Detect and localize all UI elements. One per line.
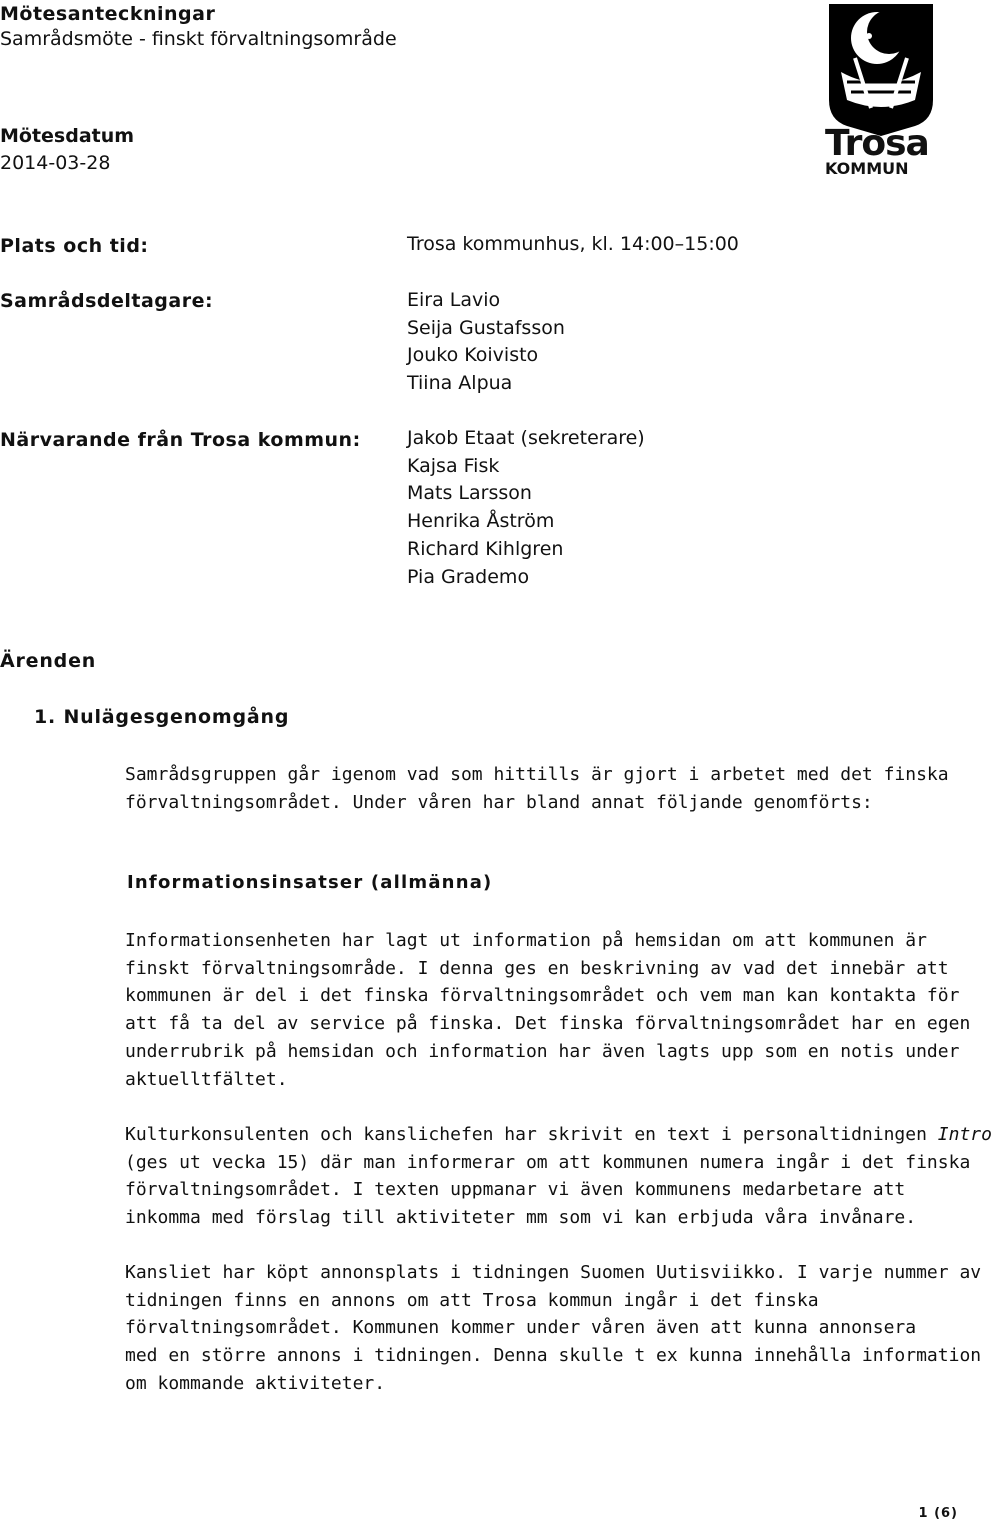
- meeting-date-label: Mötesdatum: [0, 125, 135, 147]
- logo-text-trosa: Trosa: [825, 123, 929, 164]
- list-item: Mats Larsson: [407, 482, 532, 505]
- text-line: [125, 1121, 992, 1149]
- list-item: Jouko Koivisto: [407, 344, 539, 367]
- item-title: 1. Nulägesgenomgång: [34, 706, 290, 728]
- meeting-date: 2014-03-28: [0, 152, 111, 174]
- text-line: med en större annons i tidningen. Denna skulle t ex kunna innehålla information: [125, 1345, 982, 1367]
- list-item: Henrika Åström: [407, 510, 555, 533]
- paragraph-3: [125, 1259, 982, 1398]
- logo-text-kommun: KOMMUN: [825, 159, 909, 178]
- list-item: Pia Grademo: [407, 565, 530, 588]
- text-line: underrubrik på hemsidan och information har även lagts upp som en notis under: [125, 1040, 960, 1062]
- text-line: tidningen finns en annons om att Trosa kommun ingår i det finska: [125, 1289, 819, 1311]
- place-value: Trosa kommunhus, kl. 14:00–15:00: [407, 233, 739, 255]
- text-line: förvaltningsområdet. Under våren har bland annat följande genomförts:: [125, 791, 873, 813]
- list-item: Kajsa Fisk: [407, 454, 500, 477]
- text-line: kommunen är del i det finska förvaltningsområdet och vem man kan kontakta för: [125, 985, 960, 1007]
- text-line: aktuelltfältet.: [125, 1068, 288, 1090]
- list-item: Seija Gustafsson: [407, 316, 565, 339]
- participants-label: Samrådsdeltagare:: [0, 290, 214, 312]
- list-item: Jakob Etaat (sekreterare): [407, 427, 645, 449]
- page-number: 1 (6): [918, 1506, 958, 1521]
- place-label: Plats och tid:: [0, 235, 149, 257]
- list-item: Tiina Alpua: [407, 372, 513, 395]
- section-title: Ärenden: [0, 650, 97, 672]
- text-line: (ges ut vecka 15) där man informerar om att kommunen numera ingår i det finska: [125, 1151, 971, 1173]
- item-intro: [125, 761, 949, 816]
- document-title: Mötesanteckningar: [0, 3, 216, 25]
- text-line: Samrådsgruppen går igenom vad som hittills är gjort i arbetet med det finska: [125, 764, 949, 785]
- text-line: att få ta del av service på finska. Det finska förvaltningsområdet har en egen: [125, 1013, 971, 1035]
- document-subtitle: Samrådsmöte - finskt förvaltningsområde: [0, 28, 397, 50]
- present-label: Närvarande från Trosa kommun:: [0, 429, 361, 451]
- trosa-kommun-logo: [825, 2, 938, 182]
- text-line: finskt förvaltningsområde. I denna ges en beskrivning av vad det innebär att: [125, 957, 949, 979]
- text-line: om kommande aktiviteter.: [125, 1372, 386, 1394]
- list-item: Richard Kihlgren: [407, 537, 564, 560]
- text-segment: Kulturkonsulenten och kanslichefen har skrivit en text i personaltidningen: [125, 1124, 938, 1145]
- participants-list: [407, 287, 565, 398]
- text-line: Kansliet har köpt annonsplats i tidningen Suomen Uutisviikko. I varje nummer av: [125, 1262, 982, 1283]
- subheading: Informationsinsatser (allmänna): [127, 872, 493, 893]
- text-line: inkomma med förslag till aktiviteter mm som vi kan erbjuda våra invånare.: [125, 1207, 917, 1229]
- text-line: förvaltningsområdet. Kommunen kommer under våren även att kunna annonsera: [125, 1317, 917, 1339]
- paragraph-1: [125, 927, 971, 1093]
- text-line: Informationsenheten har lagt ut information på hemsidan om att kommunen är: [125, 930, 927, 951]
- list-item: Eira Lavio: [407, 289, 501, 311]
- present-list: [407, 425, 645, 591]
- publication-name: Intro: [937, 1124, 992, 1145]
- paragraph-2: [125, 1121, 992, 1232]
- text-line: förvaltningsområdet. I texten uppmanar vi även kommunens medarbetare att: [125, 1179, 906, 1201]
